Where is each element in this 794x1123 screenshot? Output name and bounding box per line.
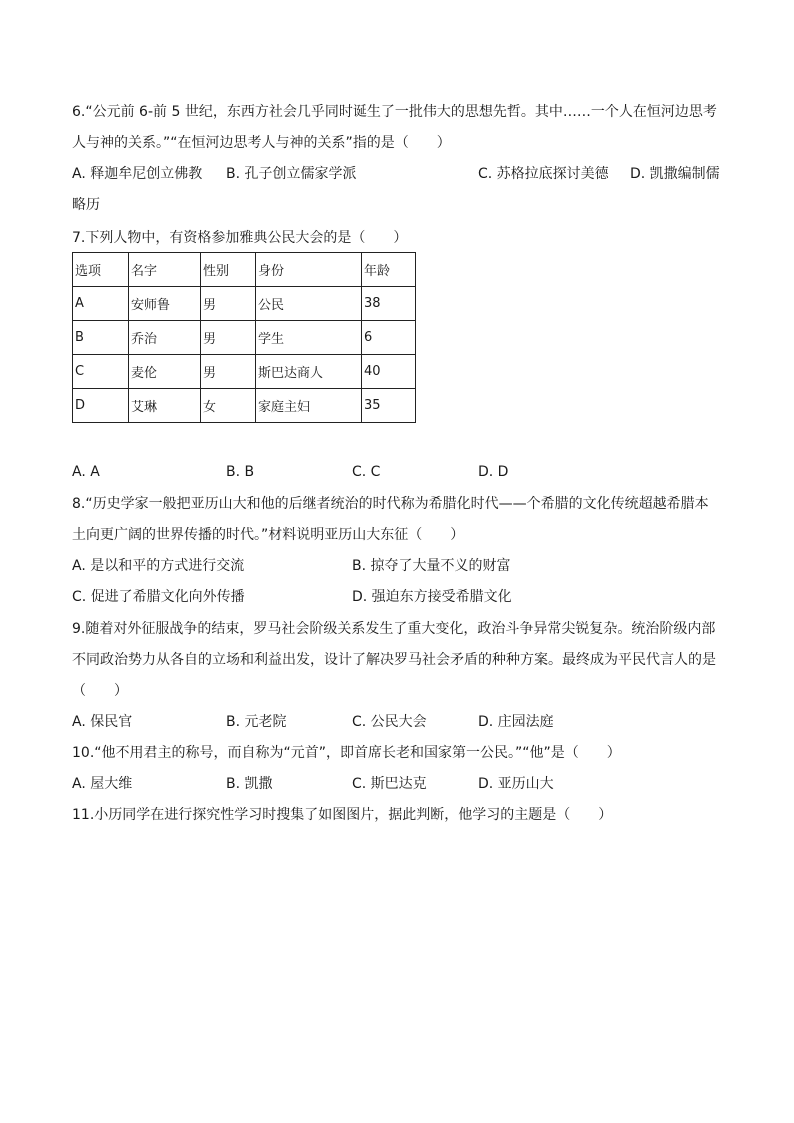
table-cell: A <box>73 287 129 321</box>
table-header-row <box>73 253 416 287</box>
q8-option-d: D. 强迫东方接受希腊文化 <box>352 589 512 605</box>
q8-stem-line2: 土向更广阔的世界传播的时代。”材料说明亚历山大东征（ ） <box>72 527 465 543</box>
table-cell: 男 <box>201 287 256 321</box>
q6-option-d-line2: 略历 <box>72 197 100 213</box>
q9-option-d: D. 庄园法庭 <box>478 714 554 730</box>
table-cell: 35 <box>362 389 416 423</box>
table-cell: 安师鲁 <box>129 287 201 321</box>
table-cell: 38 <box>362 287 416 321</box>
table-header-cell: 身份 <box>256 253 362 287</box>
q6-option-c: C. 苏格拉底探讨美德 <box>478 166 609 182</box>
q7-option-c: C. C <box>352 464 381 480</box>
table-cell: 公民 <box>256 287 362 321</box>
q7-option-a: A. A <box>72 464 100 480</box>
q10-option-d: D. 亚历山大 <box>478 776 554 792</box>
q9-option-c: C. 公民大会 <box>352 714 427 730</box>
q8-stem-line1: 8.“历史学家一般把亚历山大和他的后继者统治的时代称为希腊化时代——个希腊的文化传统超越希腊本 <box>72 496 709 512</box>
q6-option-a: A. 释迦牟尼创立佛教 <box>72 166 203 182</box>
q7-table <box>72 252 416 423</box>
table-cell: B <box>73 321 129 355</box>
table-row <box>73 287 416 321</box>
table-cell: 6 <box>362 321 416 355</box>
q8-option-c: C. 促进了希腊文化向外传播 <box>72 589 245 605</box>
table-cell: 家庭主妇 <box>256 389 362 423</box>
table-cell: C <box>73 355 129 389</box>
q6-option-b: B. 孔子创立儒家学派 <box>226 166 357 182</box>
table-cell: 麦伦 <box>129 355 201 389</box>
q9-stem-line1: 9.随着对外征服战争的结束，罗马社会阶级关系发生了重大变化，政治斗争异常尖锐复杂。统治阶级内部 <box>72 621 716 637</box>
q7-option-b: B. B <box>226 464 255 480</box>
q7-stem: 7.下列人物中，有资格参加雅典公民大会的是（ ） <box>72 230 408 246</box>
q9-stem-line3: （ ） <box>72 683 128 699</box>
q11-stem: 11.小历同学在进行探究性学习时搜集了如图图片，据此判断，他学习的主题是（ ） <box>72 807 613 823</box>
q9-option-a: A. 保民官 <box>72 714 133 730</box>
table-cell: 艾琳 <box>129 389 201 423</box>
table-cell: 男 <box>201 355 256 389</box>
q8-option-b: B. 掠夺了大量不义的财富 <box>352 558 511 574</box>
table-cell: 学生 <box>256 321 362 355</box>
table-cell: D <box>73 389 129 423</box>
q6-stem-line1: 6.“公元前 6-前 5 世纪，东西方社会几乎同时诞生了一批伟大的思想先哲。其中……一个人在恒河边思考 <box>72 104 717 120</box>
q7-option-d: D. D <box>478 464 509 480</box>
q10-option-b: B. 凯撒 <box>226 776 273 792</box>
q9-stem-line2: 不同政治势力从各自的立场和利益出发，设计了解决罗马社会矛盾的种种方案。最终成为平民代言人的是 <box>72 652 716 668</box>
table-row <box>73 389 416 423</box>
q10-stem: 10.“他不用君主的称号，而自称为“元首”，即首席长老和国家第一公民。”“他”是（ ） <box>72 745 621 761</box>
table-header-cell: 名字 <box>129 253 201 287</box>
table-row <box>73 321 416 355</box>
table-cell: 40 <box>362 355 416 389</box>
table-header-cell: 性别 <box>201 253 256 287</box>
table-header-cell: 选项 <box>73 253 129 287</box>
table-row <box>73 355 416 389</box>
table-header-cell: 年龄 <box>362 253 416 287</box>
q6-stem-line2: 人与神的关系。”“在恒河边思考人与神的关系”指的是（ ） <box>72 135 451 151</box>
q6-option-d-line1: D. 凯撒编制儒 <box>630 166 720 182</box>
table-cell: 乔治 <box>129 321 201 355</box>
q10-option-a: A. 屋大维 <box>72 776 133 792</box>
table-cell: 男 <box>201 321 256 355</box>
q10-option-c: C. 斯巴达克 <box>352 776 427 792</box>
q9-option-b: B. 元老院 <box>226 714 287 730</box>
table-cell: 斯巴达商人 <box>256 355 362 389</box>
table-cell: 女 <box>201 389 256 423</box>
q8-option-a: A. 是以和平的方式进行交流 <box>72 558 245 574</box>
